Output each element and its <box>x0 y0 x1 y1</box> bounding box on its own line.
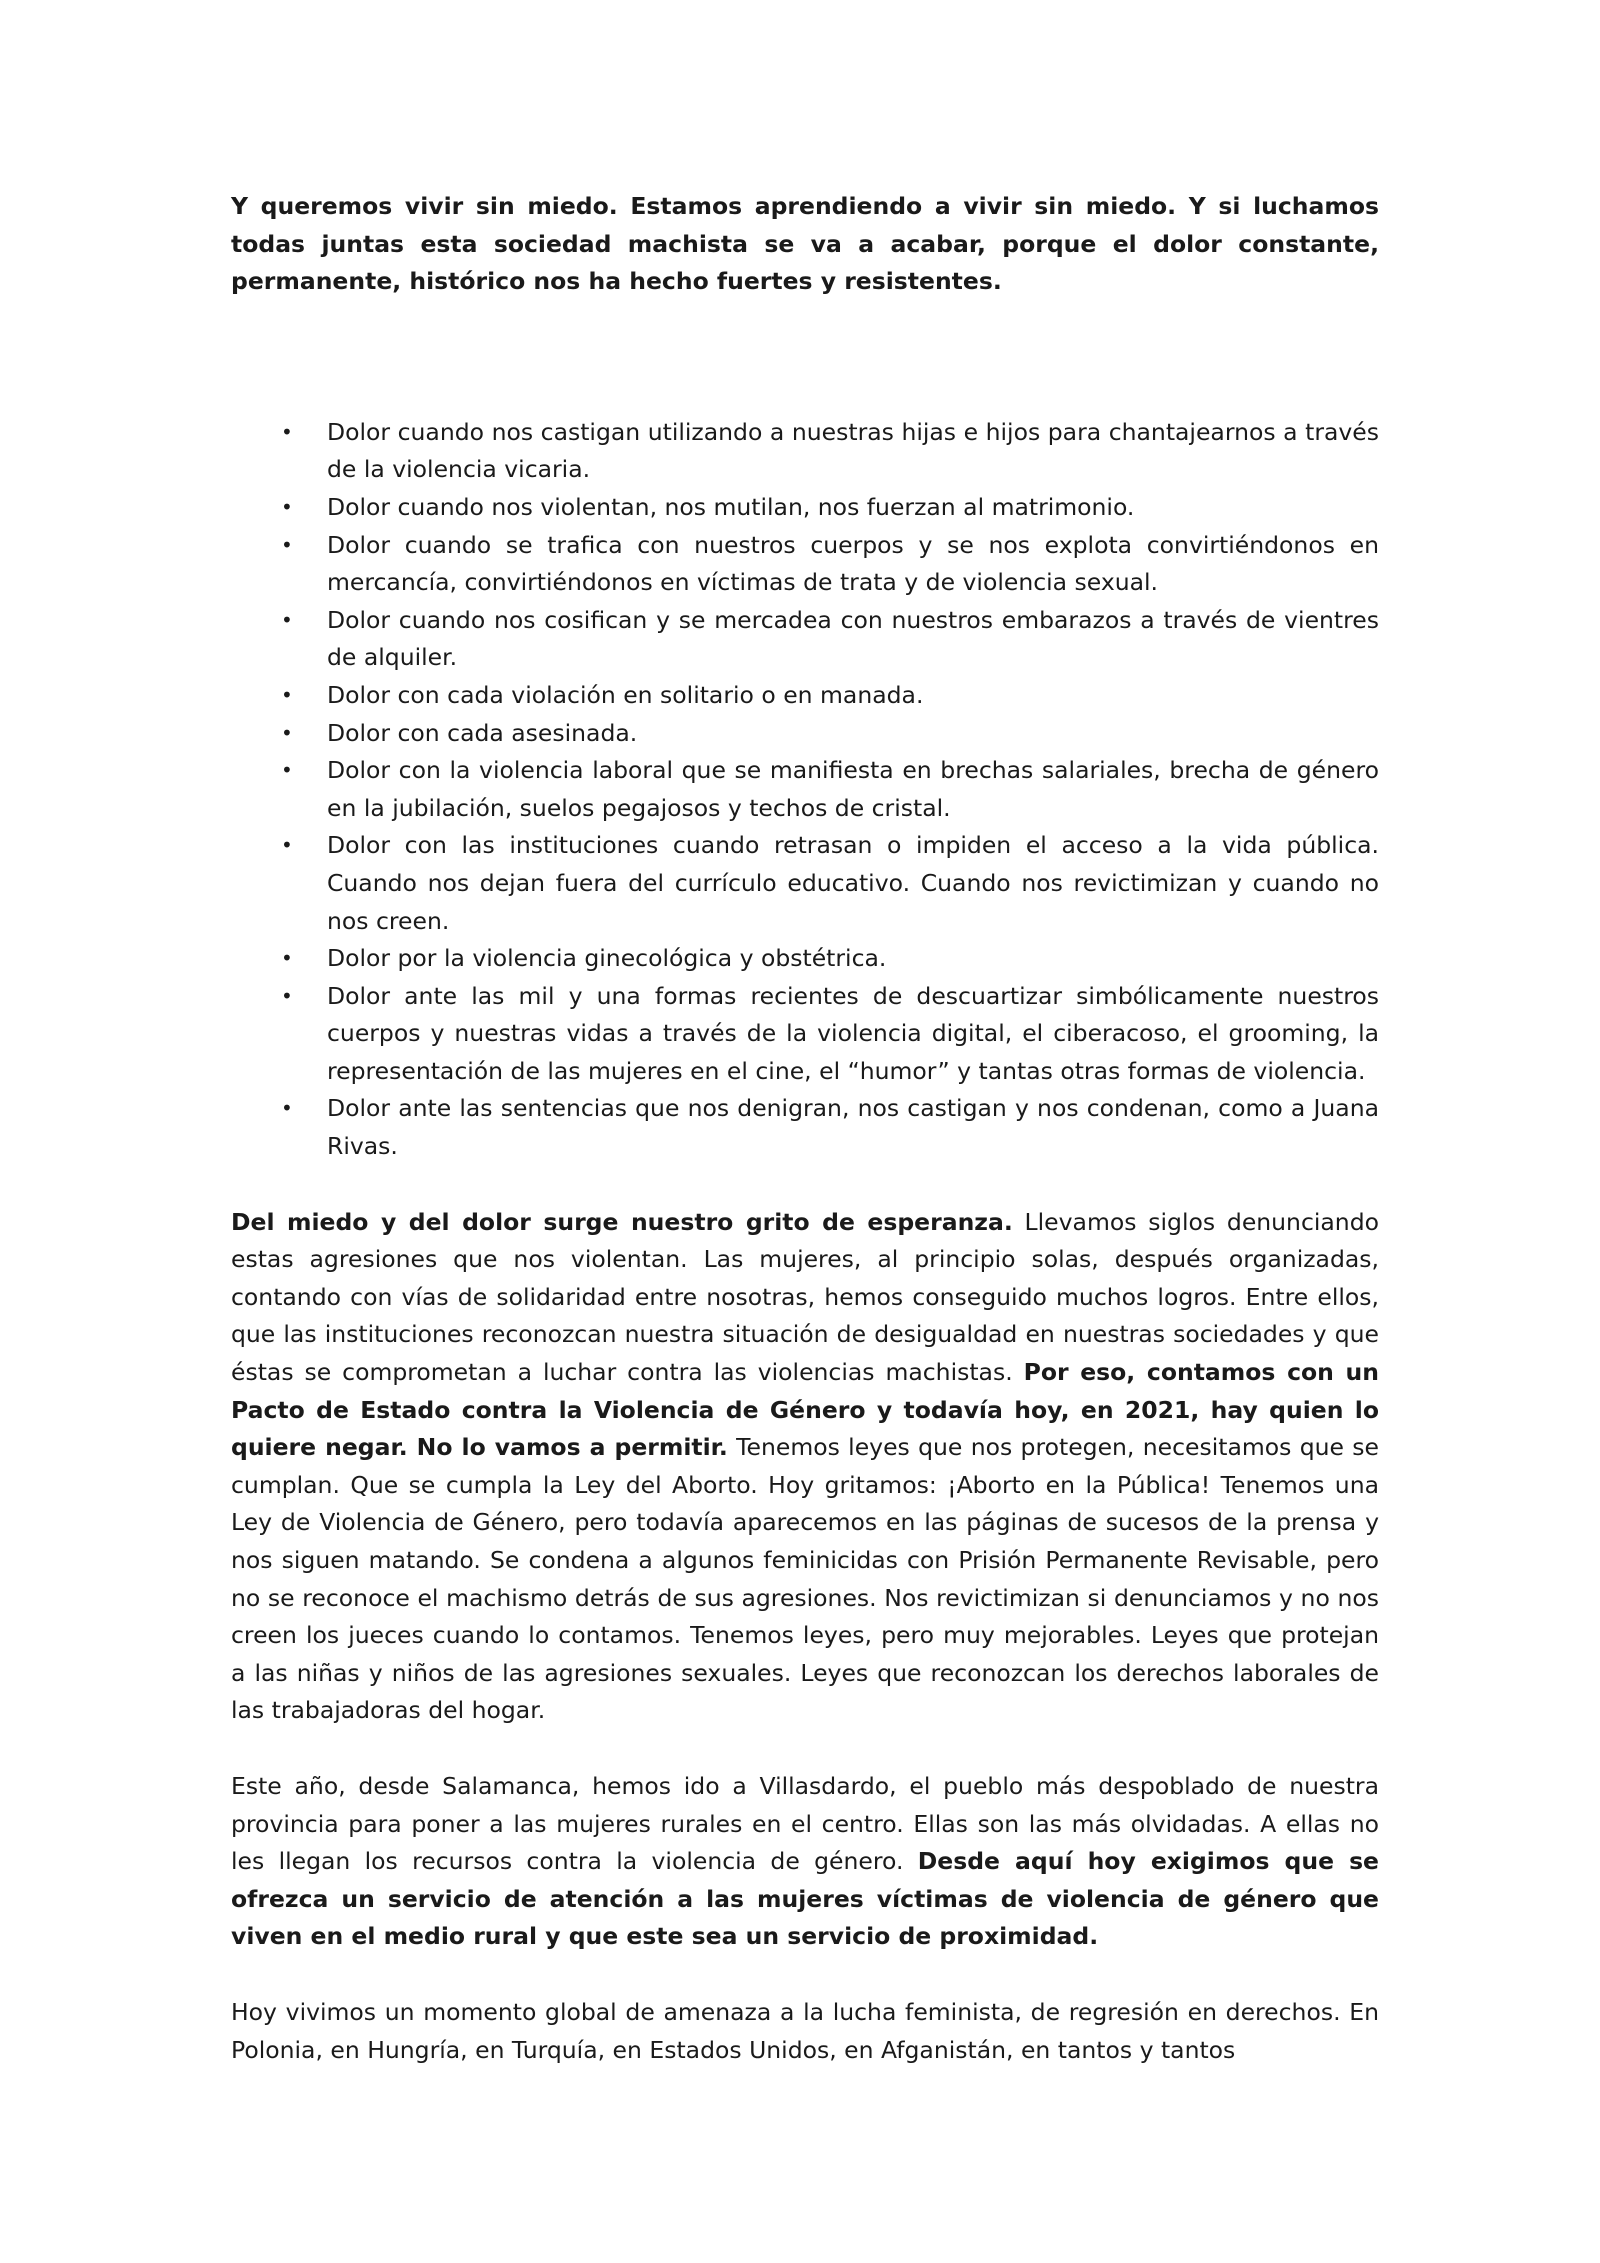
list-item-text: Dolor con cada violación en solitario o en manada. <box>327 680 924 709</box>
bullet-icon: • <box>281 419 293 444</box>
list-item <box>231 1090 1379 1165</box>
hope-text-a: Llevamos siglos denunciando estas agresiones que nos violentan. Las mujeres, al principio solas, después organizadas, contando con vías de solidaridad entre nosotras, hemos conseguido muchos logros. Entre ellos, que las instituciones reconozcan nuestra situación de desigualdad en nuestras sociedades y que éstas se comprometan a luchar contra las violencias machistas. <box>231 1207 1379 1387</box>
global-paragraph: Hoy vivimos un momento global de amenaza a la lucha feminista, de regresión en derechos. En Polonia, en Hungría, en Turquía, en Estados Unidos, en Afganistán, en tantos y tantos <box>231 1997 1379 2064</box>
hope-text-b: Tenemos leyes que nos protegen, necesitamos que se cumplan. Que se cumpla la Ley del Aborto. Hoy gritamos: ¡Aborto en la Pública! Tenemos una Ley de Violencia de Género, pero todavía aparecemos en las páginas de sucesos de la prensa y nos siguen matando. Se condena a algunos feminicidas con Prisión Permanente Revisable, pero no se reconoce el machismo detrás de sus agresiones. Nos revictimizan si denunciamos y no nos creen los jueces cuando lo contamos. Tenemos leyes, pero muy mejorables. Leyes que protejan a las niñas y niños de las agresiones sexuales. Leyes que reconozcan los derechos laborales de las trabajadoras del hogar. <box>231 1433 1379 1725</box>
bullet-icon: • <box>281 682 293 707</box>
list-item-text: Dolor cuando se trafica con nuestros cuerpos y se nos explota convirtiéndonos en mercancía, convirtiéndonos en víctimas de trata y de violencia sexual. <box>327 530 1379 597</box>
hope-paragraph <box>231 1204 1379 1730</box>
document-page <box>231 188 1379 2069</box>
list-item-text: Dolor con las instituciones cuando retrasan o impiden el acceso a la vida pública. Cuando nos dejan fuera del currículo educativo. Cuando nos revictimizan y cuando no nos creen. <box>327 831 1379 935</box>
list-item <box>231 827 1379 940</box>
bullet-icon: • <box>281 983 293 1008</box>
bullet-icon: • <box>281 946 293 971</box>
list-item <box>231 489 1379 527</box>
list-item-text: Dolor ante las mil y una formas recientes de descuartizar simbólicamente nuestros cuerpos y nuestras vidas a través de la violencia digital, el ciberacoso, el grooming, la representación de las mujeres en el cine, el “humor” y tantas otras formas de violencia. <box>327 981 1379 1085</box>
list-item <box>231 752 1379 827</box>
hope-lead: Del miedo y del dolor surge nuestro grito de esperanza. <box>231 1207 1013 1236</box>
rural-text: Este año, desde Salamanca, hemos ido a Villasdardo, el pueblo más despoblado de nuestra provincia para poner a las mujeres rurales en el centro. Ellas son las más olvidadas. A ellas no les llegan los recursos contra la violencia de género. <box>231 1771 1379 1876</box>
list-item <box>231 414 1379 489</box>
list-item <box>231 715 1379 753</box>
intro-paragraph: Y queremos vivir sin miedo. Estamos aprendiendo a vivir sin miedo. Y si luchamos todas juntas esta sociedad machista se va a acabar, porque el dolor constante, permanente, histórico nos ha hecho fuertes y resistentes. <box>231 192 1379 296</box>
rural-paragraph <box>231 1768 1379 1956</box>
pain-bullet-list <box>231 414 1379 1166</box>
list-item <box>231 527 1379 602</box>
list-item <box>231 940 1379 978</box>
pacto-statement: Por eso, contamos con un Pacto de Estado contra la Violencia de Género y todavía hoy, en 2021, hay quien lo quiere negar. No lo vamos a permitir. <box>231 1358 1379 1462</box>
bullet-icon: • <box>281 1096 293 1121</box>
list-item <box>231 602 1379 677</box>
list-item-text: Dolor por la violencia ginecológica y obstétrica. <box>327 944 887 973</box>
list-item-text: Dolor cuando nos cosifican y se mercadea con nuestros embarazos a través de vientres de alquiler. <box>327 605 1379 672</box>
bullet-icon: • <box>281 532 293 557</box>
list-item-text: Dolor cuando nos castigan utilizando a nuestras hijas e hijos para chantajearnos a través de la violencia vicaria. <box>327 417 1379 484</box>
list-item <box>231 978 1379 1091</box>
bullet-icon: • <box>281 720 293 745</box>
rural-demand: Desde aquí hoy exigimos que se ofrezca un servicio de atención a las mujeres víctimas de violencia de género que viven en el medio rural y que este sea un servicio de proximidad. <box>231 1847 1379 1951</box>
bullet-icon: • <box>281 494 293 519</box>
list-item-text: Dolor con cada asesinada. <box>327 718 638 747</box>
bullet-icon: • <box>281 758 293 783</box>
list-item-text: Dolor ante las sentencias que nos denigran, nos castigan y nos condenan, como a Juana Rivas. <box>327 1094 1379 1161</box>
bullet-icon: • <box>281 833 293 858</box>
list-item <box>231 677 1379 715</box>
list-item-text: Dolor cuando nos violentan, nos mutilan, nos fuerzan al matrimonio. <box>327 492 1135 521</box>
list-item-text: Dolor con la violencia laboral que se manifiesta en brechas salariales, brecha de género en la jubilación, suelos pegajosos y techos de cristal. <box>327 756 1379 822</box>
bullet-icon: • <box>281 607 293 632</box>
